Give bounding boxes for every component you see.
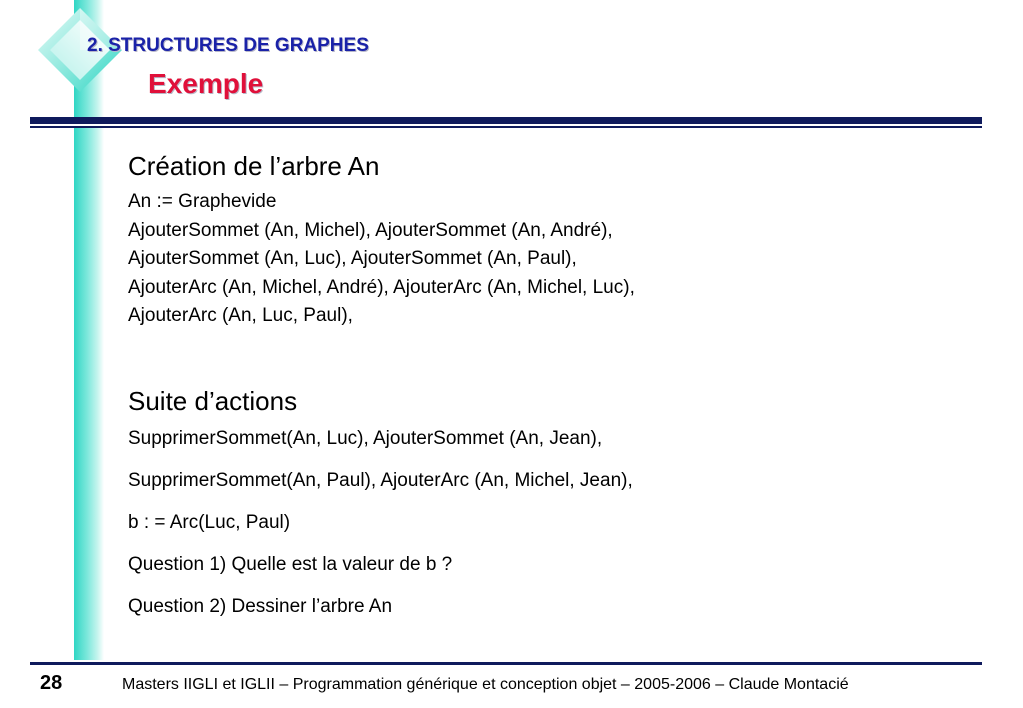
page-number: 28 <box>40 672 63 694</box>
creation-line: AjouterSommet (An, Luc), AjouterSommet (An, Paul), <box>128 248 577 269</box>
actions-heading: Suite d’actions <box>128 385 298 416</box>
creation-heading: Création de l’arbre An <box>128 151 380 181</box>
creation-line: An := Graphevide <box>128 191 277 212</box>
action-line: b : = Arc(Luc, Paul) <box>128 511 291 533</box>
footer-rule <box>30 662 982 665</box>
action-line: SupprimerSommet(An, Luc), AjouterSommet (An, Jean), <box>128 427 603 449</box>
creation-block <box>128 188 978 331</box>
header-rule <box>30 117 982 128</box>
creation-line: AjouterArc (An, Luc, Paul), <box>128 305 353 326</box>
creation-line: AjouterArc (An, Michel, André), AjouterArc (An, Michel, Luc), <box>128 276 635 298</box>
slide-content <box>128 148 978 621</box>
creation-line: AjouterSommet (An, Michel), AjouterSommet (An, André), <box>128 219 613 241</box>
section-title: 2. STRUCTURES DE GRAPHES <box>87 35 369 56</box>
slide-title: Exemple <box>148 68 264 99</box>
question-line: Question 2) Dessiner l’arbre An <box>128 595 393 617</box>
footer-text: Masters IIGLI et IGLII – Programmation générique et conception objet – 2005-2006 – Claude Montacié <box>122 676 849 693</box>
decorative-stripe <box>74 0 104 660</box>
action-line: SupprimerSommet(An, Paul), AjouterArc (An, Michel, Jean), <box>128 469 633 491</box>
question-line: Question 1) Quelle est la valeur de b ? <box>128 553 453 575</box>
